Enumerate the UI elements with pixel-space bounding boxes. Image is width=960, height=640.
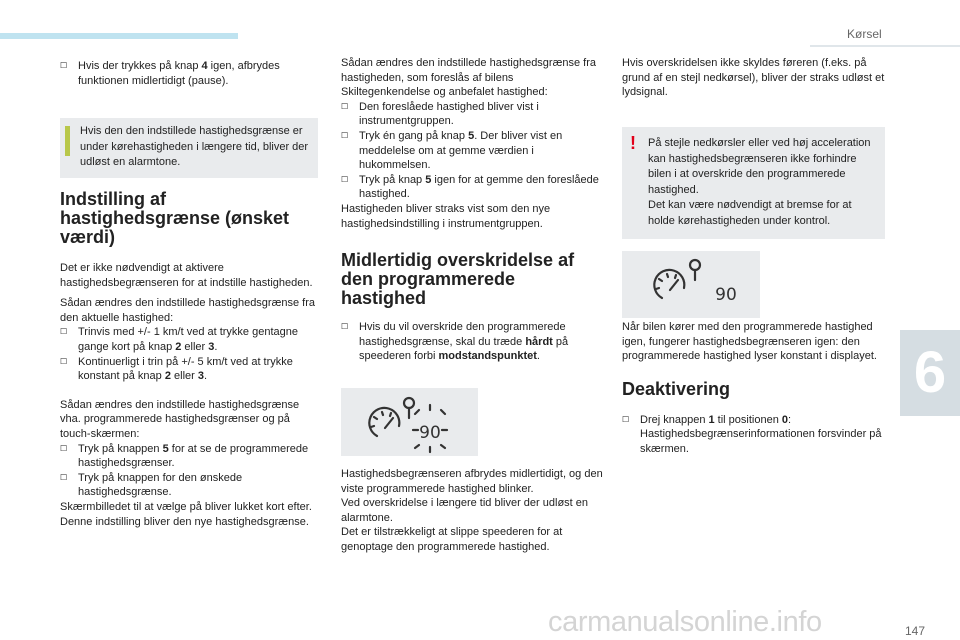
column-2 [341, 56, 603, 364]
heading-midlertidig: Midlertidig overskridelse af den programmerede hastighed [341, 250, 575, 309]
bullet-item: ☐ Hvis du vil overskride den programmerede hastighedsgrænse, skal du træde hårdt på speederen forbi modstandspunktet. [341, 321, 569, 363]
column-1-lower [60, 190, 322, 535]
arrow-bullet-icon: ☐ [60, 61, 68, 70]
section-title: Kørsel [847, 27, 882, 41]
paragraph: Hastighedsbegrænseren afbrydes midlertidigt, og den viste programmerede hastighed blinker. [341, 468, 603, 495]
arrow-bullet-icon: ☐ [341, 322, 349, 332]
bullet-item: ☐ Tryk én gang på knap 5. Der bliver vist en meddelelse om at gemme værdien i hukommelsen. [341, 129, 563, 172]
bullet-item: ☐ Kontinuerligt i trin på +/- 5 km/t ved at trykke konstant på knap 2 eller 3. [60, 355, 293, 383]
bullet-item: ☐ Tryk på knap 5 igen for at gemme den foreslåede hastighed. [341, 173, 599, 201]
column-3 [622, 56, 887, 106]
display-value: 90 [715, 285, 737, 305]
page-number: 147 [905, 624, 926, 638]
paragraph: Det er ikke nødvendigt at aktivere hastighedsbegrænseren for at indstille hastigheden. [60, 262, 313, 289]
warning-text: På stejle nedkørsler eller ved høj acceleration kan hastighedsbegrænseren ikke forhindre bilen i at overskride den programmerede hastighed. Det kan være nødvendigt at bremse for at holde kørehastigheden under kontrol. [648, 137, 871, 227]
paragraph: Skærmbilledet til at vælge på bliver lukket kort efter. [60, 500, 312, 513]
paragraph: Sådan ændres den indstillede hastighedsgrænse fra hastigheden, som foreslås af bilens Skiltegenkendelse og anbefalet hastighed: [341, 57, 596, 99]
watermark: carmanualsonline.info [548, 606, 822, 638]
arrow-bullet-icon: ☐ [622, 414, 630, 424]
arrow-bullet-icon: ☐ [341, 101, 349, 111]
paragraph: Når bilen kører med den programmerede hastighed igen, fungerer hastighedsbegrænseren igen: den programmerede hastighed lyser konstant i displayet. [622, 321, 877, 363]
arrow-bullet-icon: ☐ [60, 356, 68, 366]
info-box [60, 118, 318, 178]
bullet-pause: ☐ Hvis der trykkes på knap 4 igen, afbrydes funktionen midlertidigt (pause). [60, 60, 280, 87]
paragraph: Hastigheden bliver straks vist som den nye hastighedsindstilling i instrumentgruppen. [341, 202, 551, 230]
arrow-bullet-icon: ☐ [341, 174, 349, 184]
paragraph: Sådan ændres den indstillede hastighedsgrænse fra den aktuelle hastighed: [60, 297, 315, 324]
arrow-bullet-icon: ☐ [60, 327, 68, 337]
arrow-bullet-icon: ☐ [60, 443, 68, 453]
paragraph: Sådan ændres den indstillede hastighedsgrænse vha. programmerede hastighedsgrænser og på touch-skærmen: [60, 398, 300, 440]
speedometer-limit-icon [341, 388, 478, 456]
display-value: 90 [419, 423, 441, 443]
warning-icon: ! [630, 133, 636, 153]
column-1 [60, 59, 320, 88]
chapter-tab: 6 [900, 330, 960, 416]
paragraph: Det er tilstrækkeligt at slippe speederen for at genoptage den programmerede hastighed. [341, 526, 563, 553]
bullet-item: ☐ Tryk på knappen 5 for at se de programmerede hastighedsgrænser. [60, 442, 309, 470]
display-flashing-limit [341, 388, 478, 456]
info-text: Hvis den den indstillede hastighedsgrænse er under kørehastigheden i længere tid, bliver der udløst en alarmtone. [80, 125, 309, 168]
arrow-bullet-icon: ☐ [341, 130, 349, 140]
bullet-item: ☐ Den foreslåede hastighed bliver vist i instrumentgruppen. [341, 100, 539, 128]
header-rule [810, 45, 960, 47]
paragraph: Hvis overskridelsen ikke skyldes føreren (f.eks. på grund af en stejl nedkørsel), bliver der straks udløst et lydsignal. [622, 57, 885, 99]
warning-box [622, 127, 885, 239]
arrow-bullet-icon: ☐ [60, 472, 68, 482]
bullet-item: ☐ Trinvis med +/- 1 km/t ved at trykke gentagne gange kort på knap 2 eller 3. [60, 326, 298, 353]
paragraph: Denne indstilling bliver den nye hastighedsgrænse. [60, 515, 309, 528]
bullet-item: ☐ Drej knappen 1 til positionen 0: Hastighedsbegrænserinformationen forsvinder på skærmen. [622, 413, 882, 455]
display-constant-limit [622, 251, 760, 318]
column-2-lower [341, 467, 603, 561]
heading-indstilling: Indstilling af hastighedsgrænse (ønsket værdi) [60, 189, 290, 247]
info-icon [65, 126, 70, 156]
bullet-item: ☐ Tryk på knappen for den ønskede hastighedsgrænse. [60, 471, 243, 499]
top-accent-bar [0, 33, 238, 39]
column-3-lower [622, 320, 887, 457]
speedometer-limit-icon [622, 251, 760, 318]
heading-deaktivering: Deaktivering [622, 378, 731, 399]
paragraph: Ved overskridelse i længere tid bliver der udløst en alarmtone. [341, 497, 589, 524]
